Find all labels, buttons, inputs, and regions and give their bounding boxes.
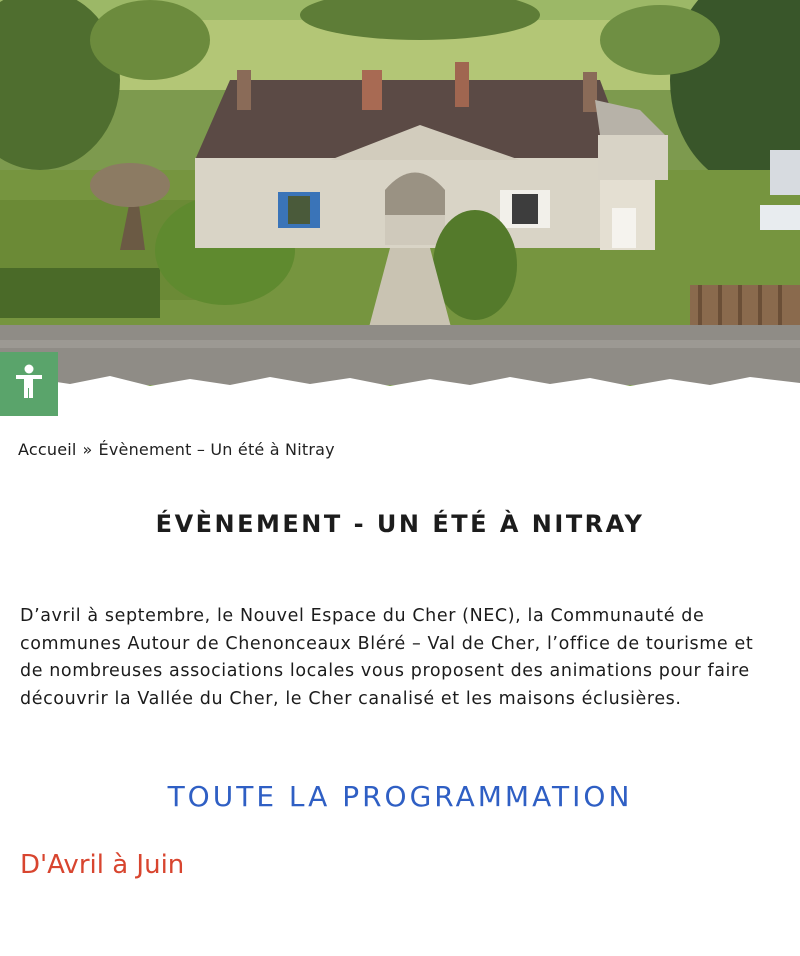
hero-image: [0, 0, 800, 400]
breadcrumb-current: Évènement – Un été à Nitray: [98, 440, 335, 459]
accessibility-icon: [14, 364, 44, 404]
breadcrumb-home-link[interactable]: Accueil: [18, 440, 77, 459]
page-title: ÉVÈNEMENT - UN ÉTÉ À NITRAY: [155, 510, 645, 538]
intro-paragraph: D’avril à septembre, le Nouvel Espace du Cher (NEC), la Communauté de communes Autour de Chenonceaux Bléré – Val de Cher, l’office de tourisme et de nombreuses associations locales vous proposent des animations pour faire découvrir la Vallée du Cher, le Cher canalisé et les maisons éclusières.: [20, 606, 754, 709]
breadcrumb-separator: »: [82, 440, 93, 459]
breadcrumb: [18, 440, 335, 459]
accessibility-button[interactable]: [0, 352, 58, 416]
section-heading-april-june: D'Avril à Juin: [20, 850, 185, 880]
full-program-link[interactable]: TOUTE LA PROGRAMMATION: [167, 780, 633, 813]
